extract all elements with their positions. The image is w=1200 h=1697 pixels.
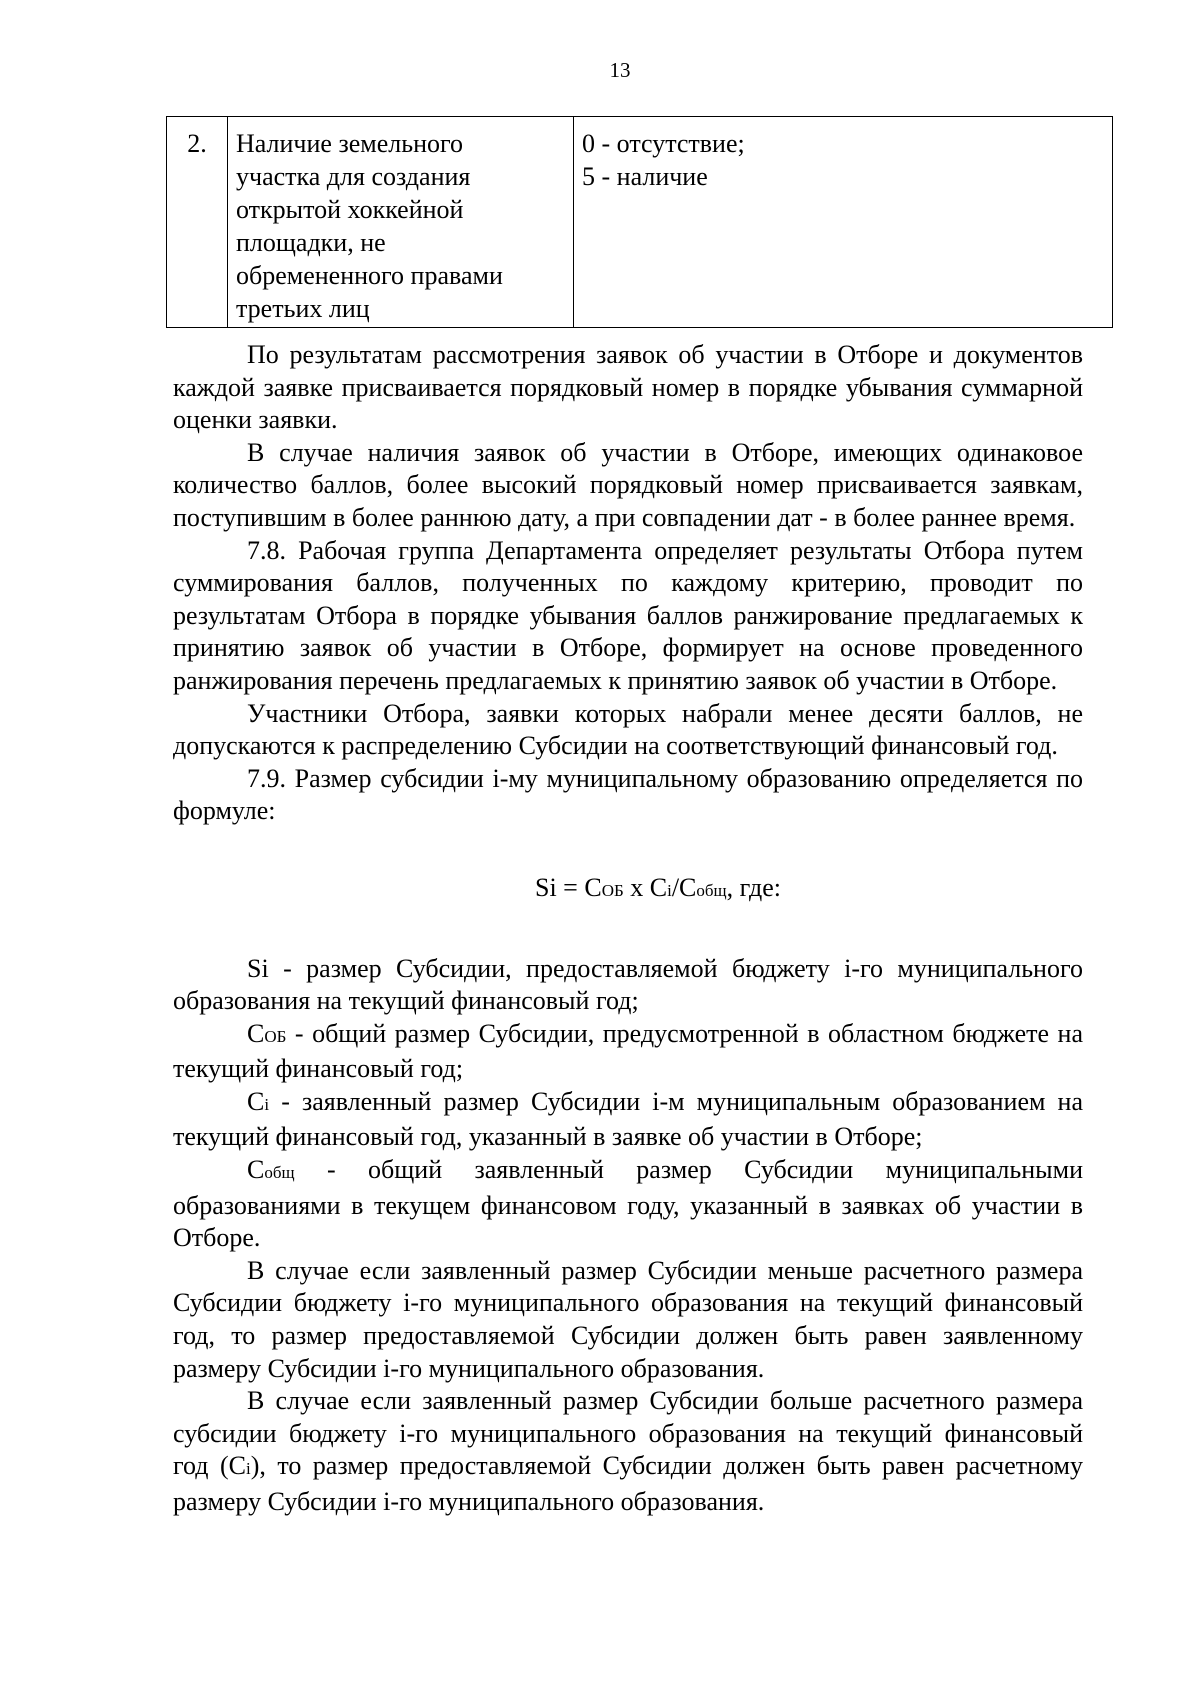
criterion-line: площадки, не — [236, 228, 386, 257]
document-body — [173, 339, 1083, 1519]
criterion-line: участка для создания — [236, 162, 471, 191]
formula-lhs: Si = C — [534, 872, 602, 902]
paragraph-7-9: 7.9. Размер субсидии i-му муниципальному образованию определяется по формуле: — [173, 763, 1083, 826]
criteria-table — [166, 116, 1113, 328]
criterion-line: открытой хоккейной — [236, 195, 464, 224]
score-cell — [574, 117, 1113, 328]
formula-subscript: i — [667, 880, 672, 900]
formula-part: /C — [671, 872, 697, 902]
criterion-line: Наличие земельного — [236, 129, 464, 158]
definition-cobsh — [173, 1154, 1083, 1255]
definition-subscript: ОБ — [264, 1026, 287, 1046]
criterion-line: обремененного правами — [236, 261, 503, 290]
paragraph-ranking: По результатам рассмотрения заявок об участии в Отборе и документов каждой заявке присваивается порядковый номер в порядке убывания суммарной оценки заявки. — [173, 340, 1083, 435]
definition-cob — [173, 1018, 1083, 1086]
page-number: 13 — [609, 58, 631, 82]
paragraph-subscript: i — [245, 1459, 251, 1479]
criterion-line: третьих лиц — [236, 294, 370, 323]
paragraph-more-than-calculated — [173, 1385, 1083, 1518]
table-row — [167, 117, 1113, 328]
paragraph-text: В случае если заявленный размер Субсидии больше расчетного размера субсидии бюджету i-го муниципального образования на текущий финансовый год (C — [173, 1386, 1083, 1481]
row-number: 2. — [167, 117, 228, 328]
formula-subscript: ОБ — [601, 880, 624, 900]
paragraph-text: ), то размер предоставляемой Субсидии должен быть равен расчетному размеру Субсидии i-го муниципального образования. — [173, 1451, 1084, 1516]
score-line: 0 - отсутствие; — [582, 129, 745, 158]
paragraph-equal-scores: В случае наличия заявок об участии в Отборе, имеющих одинаковое количество баллов, более высокий порядковый номер присваивается заявкам, поступившим в более раннюю дату, а при совпадении дат - в более раннее время. — [173, 437, 1083, 532]
definition-subscript: общ — [264, 1163, 295, 1183]
subsidy-formula — [173, 872, 1083, 908]
formula-part: x C — [623, 872, 668, 902]
definition-symbol: C — [247, 1086, 265, 1116]
definition-subscript: i — [264, 1094, 270, 1114]
definition-si: Si - размер Субсидии, предоставляемой бюджету i-го муниципального образования на текущий финансовый год; — [173, 953, 1083, 1016]
score-line: 5 - наличие — [582, 162, 708, 191]
definition-text: - заявленный размер Субсидии i-м муниципальным образованием на текущий финансовый год, указанный в заявке об участии в Отборе; — [173, 1086, 1083, 1152]
paragraph-7-8: 7.8. Рабочая группа Департамента определяет результаты Отбора путем суммирования баллов, полученных по каждому критерию, проводит по результатам Отбора в порядке убывания баллов ранжирование предлагаемых к принятию заявок об участии в Отборе, формирует на основе проведенного ранжирования перечень предлагаемых к принятию заявок об участии в Отборе. — [173, 535, 1083, 695]
definition-symbol: C — [247, 1018, 265, 1048]
definition-symbol: C — [247, 1155, 265, 1185]
formula-subscript: общ — [696, 880, 727, 900]
definition-ci — [173, 1086, 1083, 1154]
definition-text: - общий заявленный размер Субсидии муниципальными образованиями в текущем финансовом году, указанный в заявках об участии в Отборе. — [173, 1155, 1083, 1253]
paragraph-min-score: Участники Отбора, заявки которых набрали менее десяти баллов, не допускаются к распределению Субсидии на соответствующий финансовый год. — [173, 698, 1083, 761]
definition-text: - общий размер Субсидии, предусмотренной в областном бюджете на текущий финансовый год; — [173, 1018, 1083, 1084]
criterion-cell — [228, 117, 574, 328]
paragraph-less-than-calculated: В случае если заявленный размер Субсидии меньше расчетного размера Субсидии бюджету i-го муниципального образования на текущий финансовый год, то размер предоставляемой Субсидии должен быть равен заявленному размеру Субсидии i-го муниципального образования. — [173, 1255, 1083, 1383]
formula-tail: , где: — [726, 872, 782, 902]
